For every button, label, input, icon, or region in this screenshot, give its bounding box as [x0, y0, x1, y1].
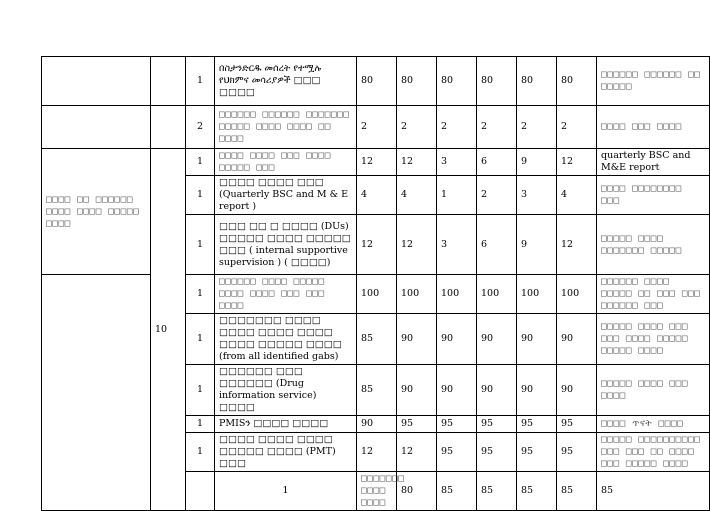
value-cell: 100	[437, 275, 477, 314]
value-cell: 90	[477, 314, 517, 365]
value-cell: 95	[477, 416, 517, 433]
row-number: 2	[186, 106, 215, 149]
table-row	[42, 106, 710, 149]
value-cell: 12	[557, 149, 597, 176]
value-cell: 85	[477, 472, 517, 511]
value-cell: 95	[517, 433, 557, 472]
section-label: □□□□ □□ □□□□□□ □□□□ □□□□ □□□□□ □□□□	[42, 149, 151, 275]
table-row	[42, 275, 710, 314]
activity-description: □□□□□□□ □□□□ □□□□ □□□□ □□□□ □□□□ □□□□□ □□□□ (from all identified gabs)	[215, 314, 357, 365]
note-cell: quarterly BSC and M&E report	[597, 149, 710, 176]
empty-cell	[151, 106, 186, 149]
value-cell: 4	[397, 176, 437, 215]
value-cell: 100	[557, 275, 597, 314]
value-cell: 95	[517, 416, 557, 433]
value-cell: 90	[557, 365, 597, 416]
row-number: 1	[186, 416, 215, 433]
activity-description: □□□□□□ □□□□ □□□□□ □□□□ □□□□ □□□ □□□ □□□□	[215, 275, 357, 314]
row-number: 1	[186, 275, 215, 314]
value-cell: 12	[397, 215, 437, 275]
note-cell: □□□□□ □□□□ □□□□□□□ □□□□□	[597, 215, 710, 275]
value-cell: 85	[597, 472, 710, 511]
value-cell: 4	[357, 176, 397, 215]
note-cell: □□□□ □□□ □□□□	[597, 106, 710, 149]
value-cell: 80	[517, 57, 557, 106]
value-cell: 100	[477, 275, 517, 314]
value-cell: 90	[517, 314, 557, 365]
value-cell: 3	[437, 215, 477, 275]
empty-cell	[42, 275, 151, 511]
value-cell: 95	[437, 433, 477, 472]
row-number: 1	[186, 149, 215, 176]
activity-description: □□□□□□ □□□ □□□□□□ (Drug information service) □□□□	[215, 365, 357, 416]
row-number: 1	[186, 433, 215, 472]
activity-description: □□□□ □□□□ □□□□ □□□□□ □□□□ (PMT) □□□	[215, 433, 357, 472]
row-number: 1	[186, 314, 215, 365]
row-number: 1	[186, 176, 215, 215]
value-cell: 85	[557, 472, 597, 511]
value-cell: 90	[477, 365, 517, 416]
table-row	[42, 57, 710, 106]
value-cell: 95	[477, 433, 517, 472]
value-cell: 2	[477, 106, 517, 149]
value-cell: 90	[357, 416, 397, 433]
value-cell: 90	[397, 314, 437, 365]
value-cell: 3	[517, 176, 557, 215]
value-cell: 12	[357, 149, 397, 176]
plan-table	[41, 56, 710, 511]
note-cell: □□□□ ጥናት □□□□	[597, 416, 710, 433]
value-cell: 100	[397, 275, 437, 314]
activity-description: □□□ □□ □ □□□□ (DUs) □□□□□ □□□□ □□□□□ □□□ ( internal supportive supervision ) ( □□□□)	[215, 215, 357, 275]
value-cell: 80	[557, 57, 597, 106]
activity-description: □□□□□□ □□□□□□ □□□□□□□ □□□□□ □□□□ □□□□ □□ □□□□	[215, 106, 357, 149]
value-cell: 85	[437, 472, 477, 511]
note-cell: □□□□□□ □□□□ □□□□□ □□ □□□ □□□ □□□□□□ □□□	[597, 275, 710, 314]
value-cell: 2	[397, 106, 437, 149]
activity-description: በስታንድርዱ መሰረት የተሟሉ የህክምና መሳሪያዎች □□□ □□□□	[215, 57, 357, 106]
value-cell: 80	[477, 57, 517, 106]
note-cell: □□□□□ □□□□ □□□ □□□□	[597, 365, 710, 416]
value-cell: 9	[517, 215, 557, 275]
value-cell: 2	[557, 106, 597, 149]
value-cell: 2	[357, 106, 397, 149]
value-cell: 4	[557, 176, 597, 215]
value-cell: 2	[517, 106, 557, 149]
value-cell: 12	[557, 215, 597, 275]
value-cell: 90	[557, 314, 597, 365]
note-cell: □□□□ □□□□□□□□ □□□	[597, 176, 710, 215]
value-cell: 1	[437, 176, 477, 215]
value-cell: 6	[477, 215, 517, 275]
value-cell: 100	[357, 275, 397, 314]
value-cell: 2	[437, 106, 477, 149]
value-cell: 95	[557, 433, 597, 472]
value-cell: 80	[397, 57, 437, 106]
value-cell: 90	[437, 365, 477, 416]
section-number: 10	[151, 149, 186, 511]
value-cell: 6	[477, 149, 517, 176]
value-cell: 90	[437, 314, 477, 365]
note-cell: □□□□□ □□□□□□□□□□ □□□ □□□ □□ □□□□ □□□ □□□□□ □□□□	[597, 433, 710, 472]
value-cell: 12	[397, 433, 437, 472]
value-cell: 80	[357, 57, 397, 106]
empty-cell	[42, 57, 151, 106]
value-cell: 90	[397, 365, 437, 416]
value-cell: 80	[397, 472, 437, 511]
value-cell: 3	[437, 149, 477, 176]
value-cell: 9	[517, 149, 557, 176]
row-number: 1	[215, 472, 357, 511]
activity-description: □□□□□□□ □□□□ □□□□	[357, 472, 397, 511]
value-cell: 2	[477, 176, 517, 215]
note-cell: □□□□□ □□□□ □□□ □□□ □□□□ □□□□□ □□□□□ □□□□	[597, 314, 710, 365]
empty-cell	[42, 106, 151, 149]
value-cell: 100	[517, 275, 557, 314]
value-cell: 85	[357, 365, 397, 416]
value-cell: 80	[437, 57, 477, 106]
empty-cell	[186, 472, 215, 511]
value-cell: 85	[357, 314, 397, 365]
value-cell: 95	[437, 416, 477, 433]
note-cell: □□□□□□ □□□□□□ □□ □□□□□	[597, 57, 710, 106]
row-number: 1	[186, 215, 215, 275]
value-cell: 12	[357, 215, 397, 275]
value-cell: 95	[557, 416, 597, 433]
value-cell: 90	[517, 365, 557, 416]
value-cell: 12	[397, 149, 437, 176]
table-row	[42, 149, 710, 176]
empty-cell	[151, 57, 186, 106]
value-cell: 85	[517, 472, 557, 511]
activity-description: PMISን □□□□ □□□□	[215, 416, 357, 433]
activity-description: □□□□ □□□□ □□□ □□□□ □□□□□ □□□	[215, 149, 357, 176]
value-cell: 95	[397, 416, 437, 433]
row-number: 1	[186, 57, 215, 106]
activity-description: □□□□ □□□□ □□□ (Quarterly BSC and M & E report )	[215, 176, 357, 215]
value-cell: 12	[357, 433, 397, 472]
row-number: 1	[186, 365, 215, 416]
